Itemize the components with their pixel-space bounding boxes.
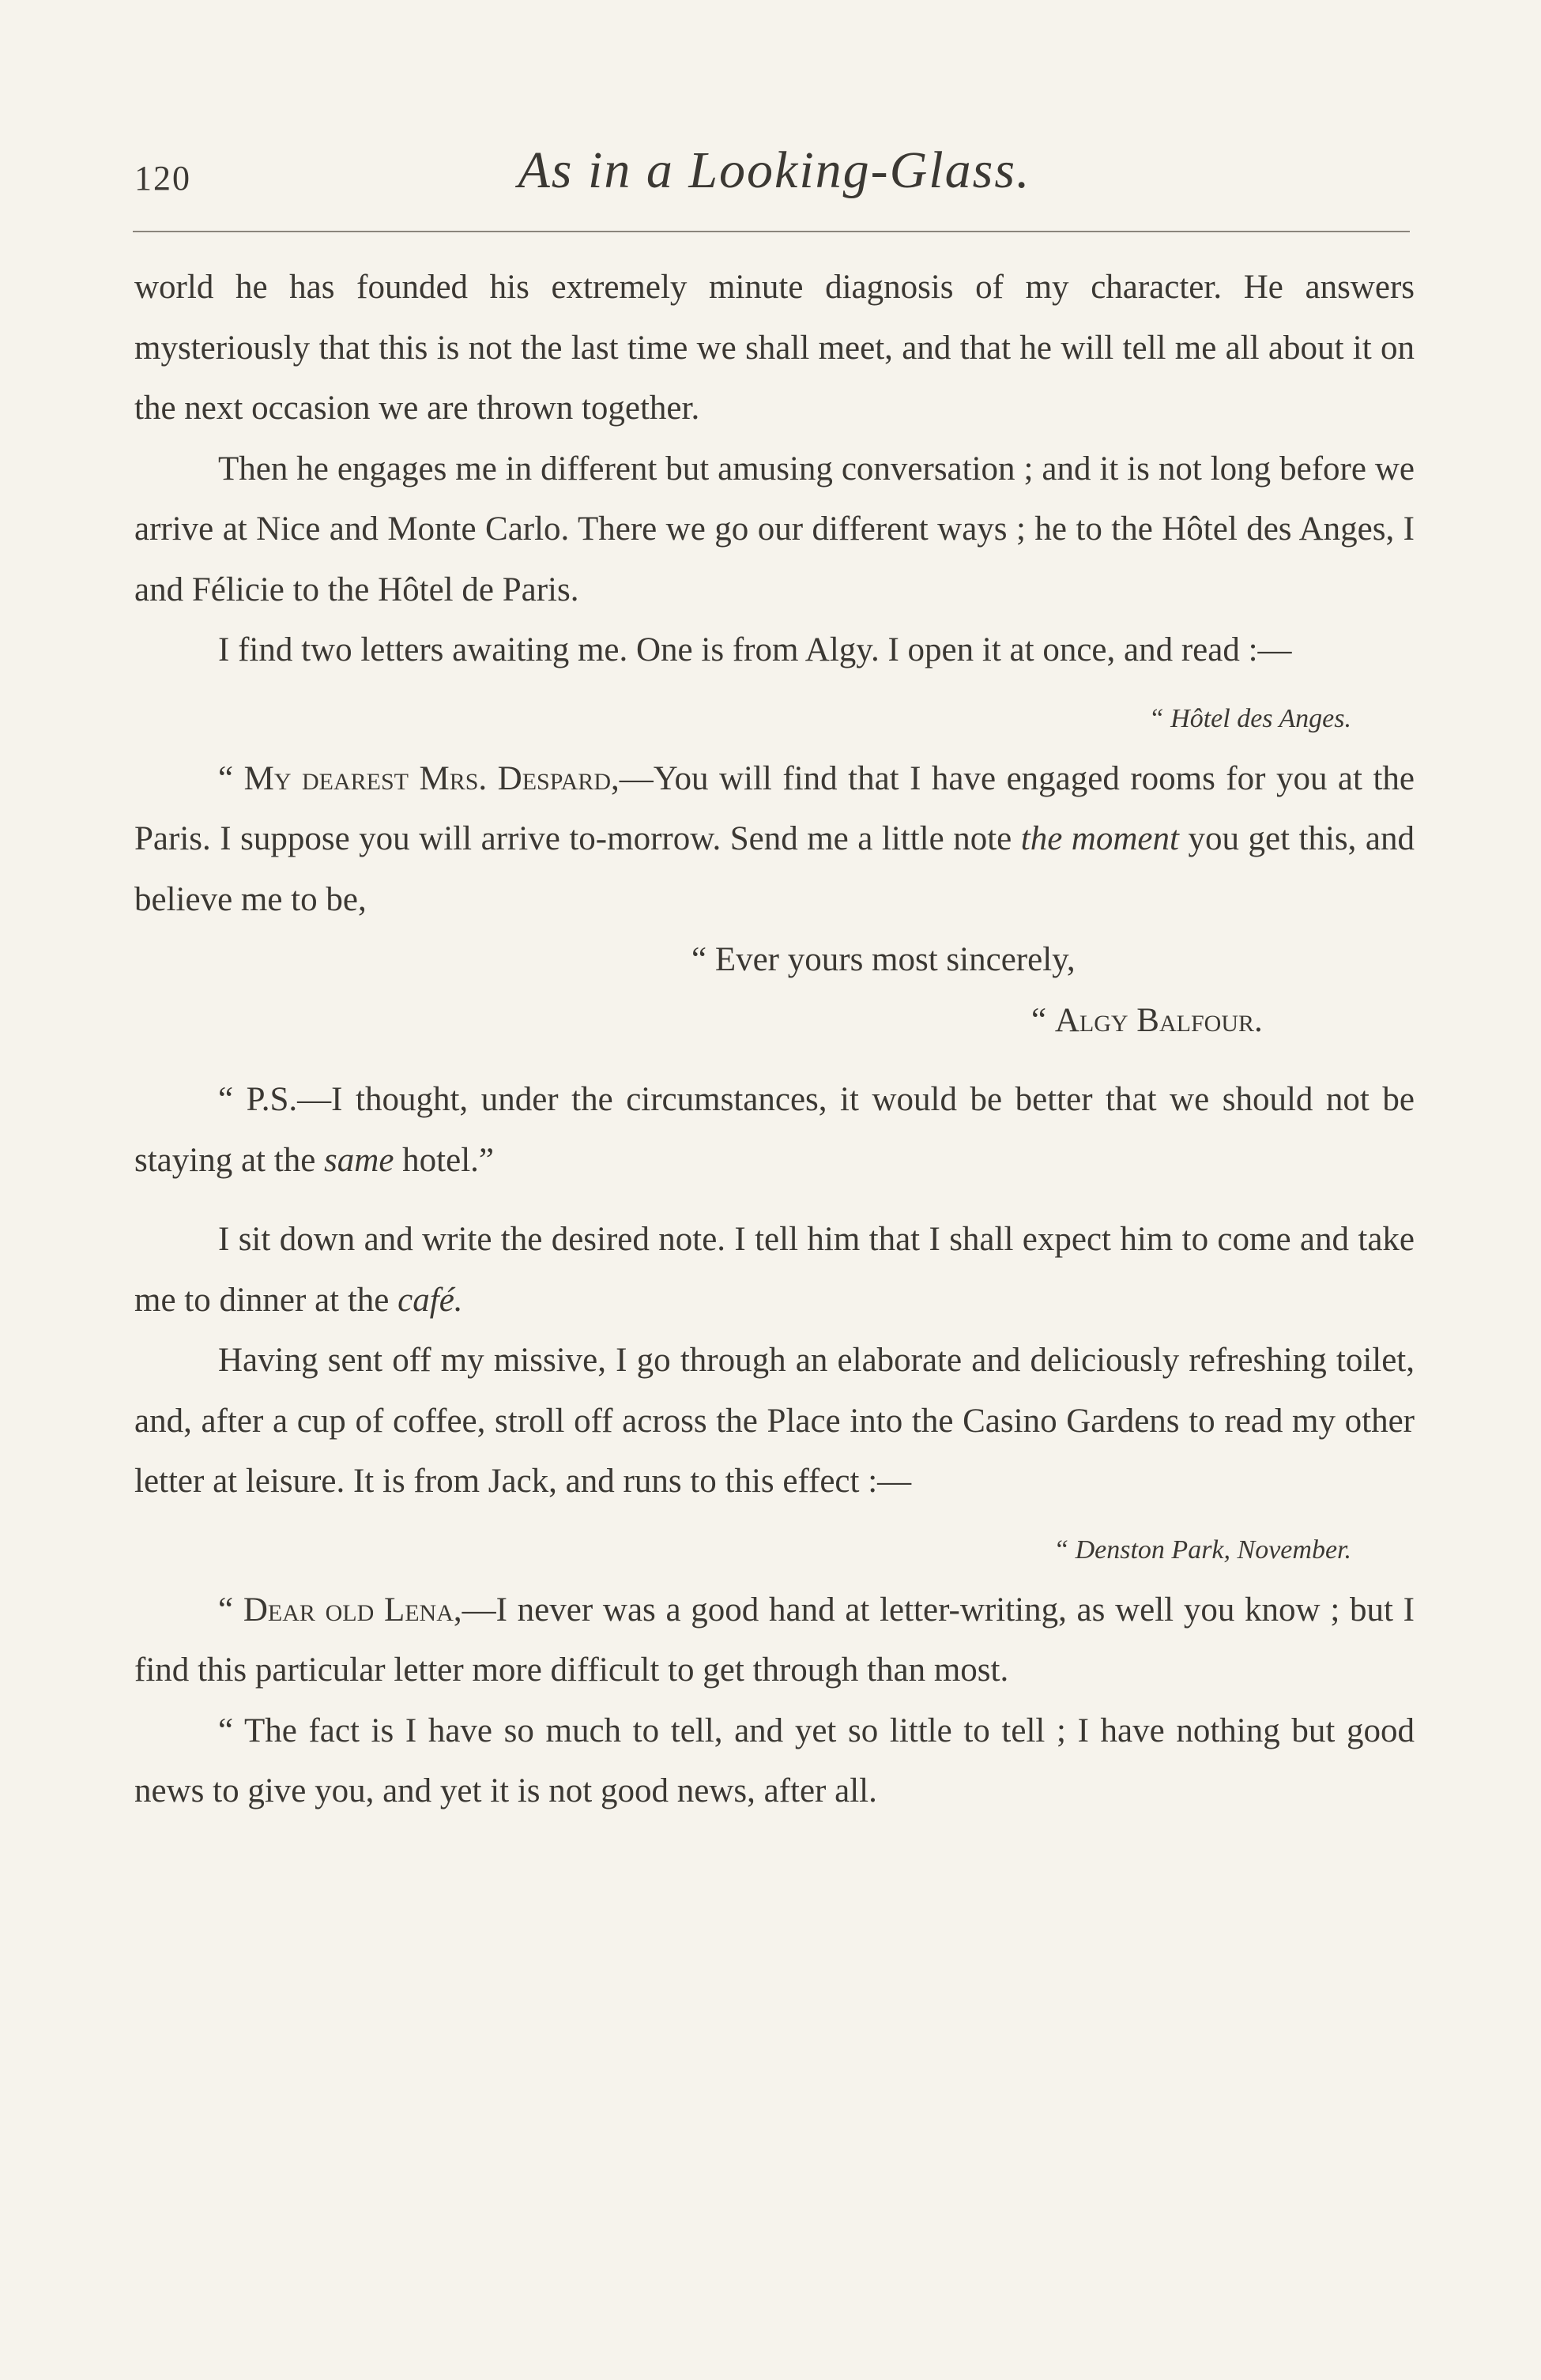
letter-signature-line xyxy=(1031,991,1415,1052)
letter-dateline: “ Denston Park, November. xyxy=(1053,1535,1351,1565)
running-title: As in a Looking-Glass. xyxy=(518,141,1031,199)
paragraph-text: I sit down and write the desired note. I tell him that I shall expect him to come and take me to dinner at the xyxy=(134,1221,1415,1319)
letter-closing: “ Ever yours most sincerely, xyxy=(691,941,1076,978)
paragraph-continuation: world he has founded his extremely minute diagnosis of my character. He answers mysteriously that this is not the last time we shall meet, and that he will tell me all about it on the next occasion we are thrown together. xyxy=(134,269,1415,427)
emphasized-text: same xyxy=(324,1141,394,1179)
letter-postscript xyxy=(134,1070,1415,1191)
paragraph xyxy=(134,1210,1415,1331)
page-number: 120 xyxy=(134,159,191,198)
letter-paragraph xyxy=(134,749,1415,931)
paragraph: I find two letters awaiting me. One is from Algy. I open it at once, and read :— xyxy=(218,631,1292,668)
quote-mark: “ xyxy=(218,1591,243,1629)
emphasized-text: the moment xyxy=(1020,820,1179,857)
letter-paragraph xyxy=(134,1580,1415,1701)
quote-mark: “ xyxy=(218,759,244,797)
letter-salutation: Dear old Lena xyxy=(243,1591,454,1629)
letter-text: ,—You will find that I have engaged rooms for you at the Paris. I suppose you will arrive to-morrow. Send me a little note xyxy=(134,759,1415,857)
letter-paragraph: “ The fact is I have so much to tell, and yet so little to tell ; I have nothing but good news to give you, and yet it is not good news, after all. xyxy=(134,1712,1415,1809)
body-text xyxy=(134,258,1415,1822)
paragraph: Then he engages me in different but amusing conversation ; and it is not long before we arrive at Nice and Monte Carlo. There we go our different ways ; he to the Hôtel des Anges, I and Félicie to the Hôtel de Paris. xyxy=(134,450,1415,608)
letter-salutation: My dearest Mrs. Despard xyxy=(243,759,611,797)
page-header xyxy=(134,141,1415,212)
paragraph: Having sent off my missive, I go through an elaborate and deliciously refreshing toilet, and, after a cup of coffee, stroll off across the Place into the Casino Gardens to read my other letter at leisure. It is from Jack, and runs to this effect :— xyxy=(134,1342,1415,1500)
letter-text: ,—I never was a good hand at letter-writing, as well you know ; but I find this particular letter more difficult to get through than most. xyxy=(134,1591,1415,1689)
header-rule xyxy=(133,231,1410,232)
letter-dateline: “ Hôtel des Anges. xyxy=(1148,703,1351,733)
letter-text: you get this, and believe me to be, xyxy=(134,820,1415,918)
quote-mark: “ xyxy=(1031,1001,1055,1039)
letter-text: “ P.S.—I thought, under the circumstances, it would be better that we should not be staying at the xyxy=(134,1081,1415,1179)
letter-signature: Algy Balfour. xyxy=(1054,1001,1263,1039)
letter-text: hotel.” xyxy=(394,1141,494,1179)
emphasized-text: café. xyxy=(397,1281,463,1319)
